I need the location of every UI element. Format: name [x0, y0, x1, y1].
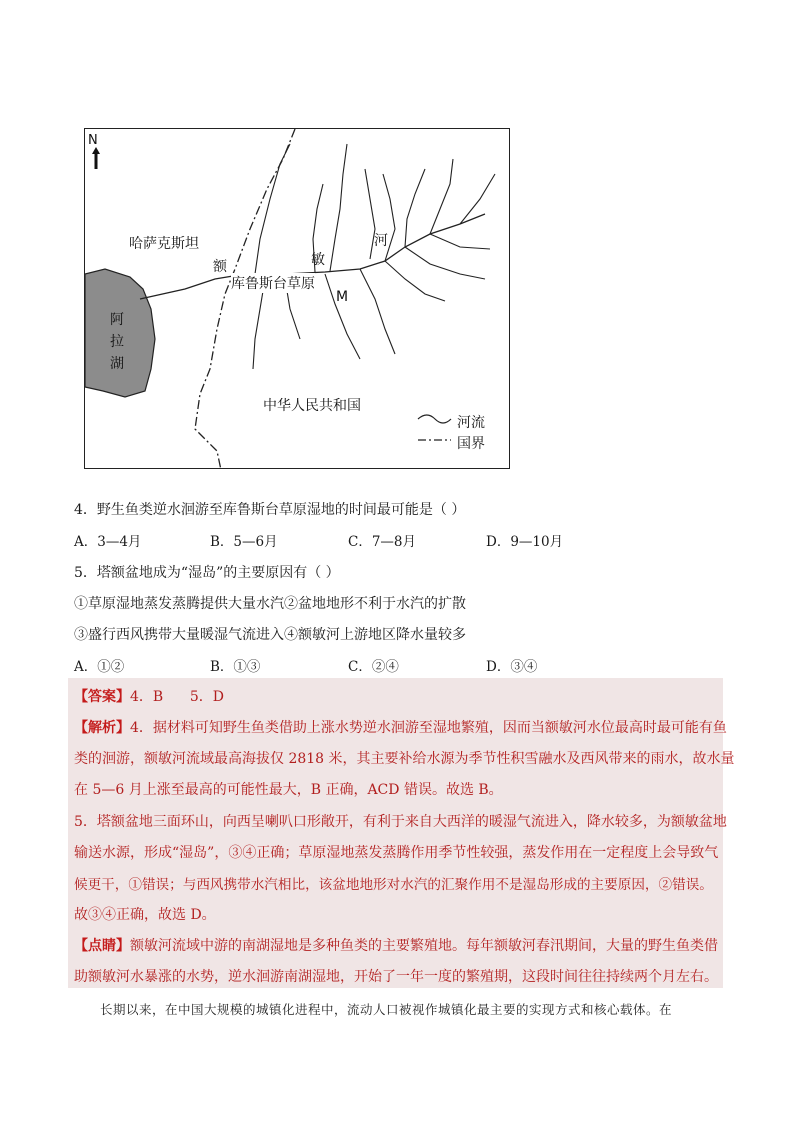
- label-point-m: M: [336, 289, 349, 305]
- river-trib: [430, 234, 490, 249]
- label-kazakhstan: 哈萨克斯坦: [129, 236, 199, 252]
- north-arrow: [92, 147, 100, 169]
- q4-stem: 4．野生鱼类逆水洄游至库鲁斯台草原湿地的时间最可能是（ ）: [74, 502, 466, 518]
- comment-tag: 【点睛】: [74, 938, 130, 954]
- river-trib: [405, 169, 425, 247]
- analysis-line-1: [74, 717, 727, 737]
- q5-statement-1: ①草原湿地蒸发蒸腾提供大量水汽②盆地地形不利于水汽的扩散: [74, 596, 466, 612]
- analysis-line-4: 5．塔额盆地三面环山，向西呈喇叭口形敞开，有利于来自大西洋的暖湿气流进入，降水较多，为额敏盆地: [74, 814, 727, 830]
- q5-statement-2: ③盛行西风携带大量暖湿气流进入④额敏河上游地区降水量较多: [74, 627, 466, 643]
- q5-option-b: B．①③: [210, 659, 261, 675]
- q4-option-d: D．9—10月: [486, 534, 564, 550]
- q5-option-d: D．③④: [486, 659, 538, 675]
- next-passage-text: 长期以来，在中国大规模的城镇化进程中，流动人口被视作城镇化最主要的实现方式和核心载体。在: [100, 1002, 673, 1017]
- legend-river-label: 河流: [457, 415, 485, 431]
- analysis-line-2: 类的洄游，额敏河流域最高海拔仅 2818 米，其主要补给水源为季节性积雪融水及西风带来的雨水，故水量: [74, 751, 735, 767]
- comment-line-1: [74, 935, 718, 955]
- analysis-text: 4．据材料可知野生鱼类借助上涨水势逆水洄游至湿地繁殖，因而当额敏河水位最高时最可能有鱼: [130, 720, 727, 736]
- river-trib: [255, 144, 290, 274]
- river-trib: [330, 144, 347, 271]
- analysis-tag: 【解析】: [74, 720, 130, 736]
- analysis-line-5: 输送水源，形成“湿岛”，③④正确；草原湿地蒸发蒸腾作用季节性较强，蒸发作用在一定程度上会导致气: [74, 845, 719, 861]
- label-lake-2: 拉: [110, 334, 124, 350]
- label-china: 中华人民共和国: [263, 398, 361, 414]
- analysis-line-7: 故③④正确，故选 D。: [74, 907, 216, 923]
- analysis-line-3: 在 5—6 月上涨至最高的可能性最大，B 正确，ACD 错误。故选 B。: [74, 782, 503, 798]
- river-trib: [430, 159, 453, 234]
- answer-line: [74, 686, 224, 706]
- q5-stem: 5．塔额盆地成为“湿岛”的主要原因有（ ）: [74, 565, 340, 581]
- legend-river-symbol: [418, 415, 451, 423]
- comment-line-2: 助额敏河水暴涨的水势，逆水洄游南湖湿地，开始了一年一度的繁殖期，这段时间往往持续两个月左右。: [74, 969, 718, 985]
- border-line: [195, 129, 295, 470]
- q4-option-a: A．3—4月: [74, 534, 142, 550]
- map-drawing: [85, 129, 511, 470]
- north-label: N: [88, 133, 98, 148]
- river-trib: [385, 261, 445, 301]
- label-grassland: 库鲁斯台草原: [231, 273, 315, 293]
- label-river-e: 额: [213, 259, 227, 275]
- label-river-min: 敏: [311, 252, 325, 268]
- comment-text: 额敏河流域中游的南湖湿地是多种鱼类的主要繁殖地。每年额敏河春汛期间，大量的野生鱼类借: [130, 938, 718, 954]
- label-lake-3: 湖: [110, 356, 124, 372]
- label-river-he: 河: [374, 233, 388, 249]
- map-figure: [84, 128, 510, 469]
- q5-option-a: A．①②: [74, 659, 125, 675]
- river-trib: [360, 269, 395, 354]
- q5-option-c: C．②④: [348, 659, 399, 675]
- q4-option-c: C．7—8月: [348, 534, 417, 550]
- answer-tag: 【答案】: [74, 689, 130, 705]
- label-lake-1: 阿: [110, 312, 124, 328]
- q4-option-b: B．5—6月: [210, 534, 278, 550]
- river-trib: [405, 247, 485, 279]
- legend-border-label: 国界: [457, 436, 485, 452]
- answer-text: 4．B 5．D: [130, 689, 225, 705]
- river-trib: [325, 274, 360, 359]
- analysis-line-6: 候更干，①错误；与西风携带水汽相比，该盆地地形对水汽的汇聚作用不是湿岛形成的主要原因，②错误。: [74, 877, 713, 893]
